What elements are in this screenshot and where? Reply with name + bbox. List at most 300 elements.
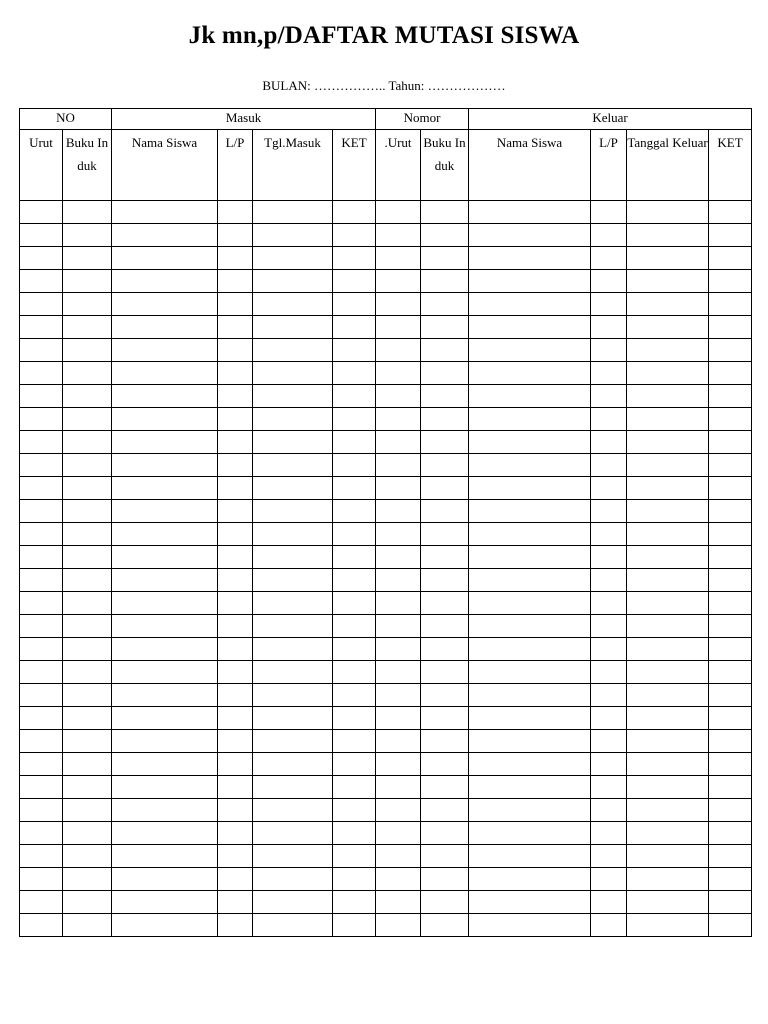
table-cell	[421, 615, 469, 638]
table-cell	[469, 247, 591, 270]
table-cell	[591, 385, 627, 408]
table-cell	[333, 546, 376, 569]
table-cell	[218, 201, 253, 224]
table-cell	[333, 247, 376, 270]
table-row	[20, 569, 752, 592]
table-cell	[469, 753, 591, 776]
table-cell	[376, 615, 421, 638]
table-cell	[63, 385, 112, 408]
group-header-no: NO	[20, 109, 112, 130]
table-row	[20, 408, 752, 431]
table-cell	[376, 730, 421, 753]
table-cell	[253, 707, 333, 730]
table-cell	[20, 799, 63, 822]
table-cell	[112, 362, 218, 385]
table-row	[20, 431, 752, 454]
table-cell	[376, 500, 421, 523]
table-cell	[591, 730, 627, 753]
table-cell	[218, 799, 253, 822]
table-cell	[627, 845, 709, 868]
table-row	[20, 914, 752, 937]
table-cell	[591, 270, 627, 293]
table-cell	[709, 408, 752, 431]
table-row	[20, 270, 752, 293]
table-cell	[333, 845, 376, 868]
table-cell	[253, 661, 333, 684]
table-cell	[218, 454, 253, 477]
table-cell	[20, 615, 63, 638]
table-row	[20, 339, 752, 362]
table-cell	[421, 592, 469, 615]
table-cell	[376, 661, 421, 684]
table-cell	[421, 316, 469, 339]
table-cell	[63, 454, 112, 477]
table-cell	[421, 546, 469, 569]
table-cell	[333, 822, 376, 845]
table-cell	[709, 454, 752, 477]
table-cell	[112, 914, 218, 937]
table-row	[20, 546, 752, 569]
table-cell	[469, 707, 591, 730]
table-cell	[469, 523, 591, 546]
table-cell	[112, 799, 218, 822]
table-cell	[591, 753, 627, 776]
col-header-ket-keluar: KET	[709, 130, 752, 201]
table-cell	[63, 339, 112, 362]
table-cell	[376, 707, 421, 730]
table-cell	[709, 431, 752, 454]
table-row	[20, 684, 752, 707]
table-cell	[627, 822, 709, 845]
table-cell	[469, 270, 591, 293]
table-cell	[469, 546, 591, 569]
table-cell	[421, 201, 469, 224]
table-cell	[218, 316, 253, 339]
table-cell	[376, 523, 421, 546]
table-cell	[376, 362, 421, 385]
table-cell	[591, 224, 627, 247]
table-cell	[333, 707, 376, 730]
table-cell	[63, 431, 112, 454]
table-cell	[333, 201, 376, 224]
table-cell	[376, 454, 421, 477]
table-cell	[591, 362, 627, 385]
table-row	[20, 385, 752, 408]
table-cell	[469, 661, 591, 684]
table-row	[20, 730, 752, 753]
table-cell	[112, 477, 218, 500]
table-cell	[376, 293, 421, 316]
table-cell	[709, 224, 752, 247]
table-row	[20, 799, 752, 822]
table-cell	[376, 431, 421, 454]
table-cell	[627, 385, 709, 408]
table-cell	[591, 546, 627, 569]
table-cell	[63, 316, 112, 339]
table-cell	[469, 316, 591, 339]
col-header-buku-induk: Buku Induk	[63, 130, 112, 201]
table-cell	[469, 638, 591, 661]
table-cell	[709, 891, 752, 914]
table-cell	[63, 224, 112, 247]
table-cell	[421, 638, 469, 661]
table-cell	[421, 569, 469, 592]
table-cell	[376, 224, 421, 247]
table-cell	[333, 477, 376, 500]
table-row	[20, 454, 752, 477]
table-cell	[627, 201, 709, 224]
table-cell	[421, 362, 469, 385]
table-cell	[376, 776, 421, 799]
col-header-urut-keluar: .Urut	[376, 130, 421, 201]
table-cell	[421, 707, 469, 730]
table-row	[20, 523, 752, 546]
table-cell	[218, 845, 253, 868]
table-cell	[253, 753, 333, 776]
table-cell	[20, 546, 63, 569]
table-cell	[421, 500, 469, 523]
table-cell	[112, 638, 218, 661]
table-cell	[253, 454, 333, 477]
table-cell	[333, 339, 376, 362]
table-cell	[218, 431, 253, 454]
table-cell	[421, 776, 469, 799]
table-cell	[253, 638, 333, 661]
table-cell	[253, 868, 333, 891]
table-cell	[376, 339, 421, 362]
table-cell	[253, 615, 333, 638]
table-cell	[591, 914, 627, 937]
table-cell	[421, 822, 469, 845]
table-cell	[63, 201, 112, 224]
table-row	[20, 615, 752, 638]
table-cell	[218, 592, 253, 615]
table-cell	[63, 362, 112, 385]
table-cell	[709, 201, 752, 224]
table-cell	[709, 569, 752, 592]
table-cell	[63, 799, 112, 822]
table-cell	[421, 293, 469, 316]
table-cell	[627, 224, 709, 247]
table-cell	[112, 546, 218, 569]
table-cell	[333, 270, 376, 293]
table-cell	[63, 500, 112, 523]
table-cell	[63, 868, 112, 891]
table-cell	[709, 523, 752, 546]
table-cell	[469, 500, 591, 523]
table-cell	[63, 546, 112, 569]
table-cell	[591, 408, 627, 431]
table-cell	[20, 454, 63, 477]
table-cell	[627, 569, 709, 592]
table-cell	[591, 316, 627, 339]
table-cell	[218, 546, 253, 569]
table-cell	[218, 615, 253, 638]
table-cell	[591, 339, 627, 362]
table-cell	[591, 247, 627, 270]
col-header-nama-siswa: Nama Siswa	[112, 130, 218, 201]
table-cell	[63, 592, 112, 615]
table-cell	[112, 822, 218, 845]
table-cell	[469, 385, 591, 408]
table-cell	[218, 523, 253, 546]
table-cell	[333, 914, 376, 937]
table-cell	[421, 868, 469, 891]
table-cell	[627, 730, 709, 753]
table-cell	[376, 247, 421, 270]
table-cell	[591, 684, 627, 707]
table-cell	[376, 270, 421, 293]
table-cell	[20, 707, 63, 730]
table-cell	[376, 891, 421, 914]
table-cell	[591, 523, 627, 546]
table-cell	[421, 523, 469, 546]
table-cell	[63, 914, 112, 937]
table-cell	[112, 201, 218, 224]
table-cell	[20, 569, 63, 592]
table-cell	[469, 868, 591, 891]
table-cell	[709, 615, 752, 638]
table-cell	[253, 362, 333, 385]
table-cell	[469, 201, 591, 224]
table-cell	[218, 914, 253, 937]
col-header-lp: L/P	[218, 130, 253, 201]
table-cell	[112, 707, 218, 730]
table-cell	[627, 316, 709, 339]
table-cell	[112, 224, 218, 247]
table-cell	[376, 201, 421, 224]
table-cell	[112, 753, 218, 776]
table-cell	[627, 615, 709, 638]
table-cell	[376, 477, 421, 500]
table-cell	[469, 592, 591, 615]
table-cell	[709, 730, 752, 753]
table-cell	[218, 477, 253, 500]
table-cell	[421, 339, 469, 362]
table-cell	[63, 891, 112, 914]
table-cell	[218, 822, 253, 845]
table-cell	[20, 408, 63, 431]
table-cell	[709, 500, 752, 523]
table-cell	[20, 362, 63, 385]
table-cell	[112, 661, 218, 684]
table-cell	[709, 661, 752, 684]
table-cell	[63, 730, 112, 753]
col-header-buku-induk-keluar: Buku Induk	[421, 130, 469, 201]
table-row	[20, 201, 752, 224]
table-cell	[709, 868, 752, 891]
group-header-row	[20, 109, 752, 130]
table-cell	[333, 868, 376, 891]
table-cell	[63, 753, 112, 776]
table-cell	[20, 431, 63, 454]
table-cell	[333, 891, 376, 914]
table-cell	[376, 638, 421, 661]
table-cell	[591, 776, 627, 799]
table-cell	[591, 454, 627, 477]
table-row	[20, 868, 752, 891]
table-cell	[376, 799, 421, 822]
table-cell	[627, 523, 709, 546]
table-cell	[20, 684, 63, 707]
table-cell	[469, 339, 591, 362]
table-cell	[591, 707, 627, 730]
table-cell	[376, 822, 421, 845]
col-header-lp-keluar: L/P	[591, 130, 627, 201]
table-cell	[421, 224, 469, 247]
table-cell	[253, 385, 333, 408]
table-cell	[627, 270, 709, 293]
table-cell	[218, 868, 253, 891]
table-cell	[63, 822, 112, 845]
table-cell	[333, 776, 376, 799]
table-cell	[63, 615, 112, 638]
table-row	[20, 661, 752, 684]
table-cell	[469, 684, 591, 707]
table-cell	[709, 707, 752, 730]
table-cell	[469, 891, 591, 914]
table-cell	[112, 776, 218, 799]
table-cell	[709, 638, 752, 661]
table-cell	[112, 615, 218, 638]
table-cell	[591, 891, 627, 914]
table-cell	[20, 730, 63, 753]
table-cell	[20, 201, 63, 224]
table-cell	[421, 914, 469, 937]
table-cell	[253, 270, 333, 293]
table-cell	[253, 845, 333, 868]
table-cell	[591, 615, 627, 638]
table-cell	[63, 293, 112, 316]
table-cell	[218, 776, 253, 799]
table-row	[20, 822, 752, 845]
group-header-nomor: Nomor	[376, 109, 469, 130]
table-cell	[376, 569, 421, 592]
table-cell	[218, 270, 253, 293]
table-cell	[709, 845, 752, 868]
table-cell	[376, 914, 421, 937]
table-cell	[333, 684, 376, 707]
mutation-table	[19, 108, 752, 937]
table-cell	[63, 408, 112, 431]
table-cell	[709, 385, 752, 408]
table-cell	[591, 661, 627, 684]
table-cell	[421, 845, 469, 868]
table-cell	[709, 270, 752, 293]
table-cell	[253, 546, 333, 569]
table-cell	[421, 753, 469, 776]
table-cell	[709, 293, 752, 316]
table-cell	[63, 477, 112, 500]
table-cell	[591, 293, 627, 316]
table-cell	[333, 431, 376, 454]
table-cell	[627, 362, 709, 385]
table-cell	[218, 293, 253, 316]
table-cell	[253, 500, 333, 523]
table-cell	[627, 408, 709, 431]
table-row	[20, 638, 752, 661]
table-cell	[20, 753, 63, 776]
table-cell	[709, 247, 752, 270]
table-cell	[376, 868, 421, 891]
table-cell	[591, 868, 627, 891]
table-cell	[469, 615, 591, 638]
table-cell	[376, 592, 421, 615]
table-cell	[253, 822, 333, 845]
table-cell	[709, 592, 752, 615]
table-cell	[218, 247, 253, 270]
table-cell	[112, 845, 218, 868]
table-row	[20, 247, 752, 270]
group-header-keluar: Keluar	[469, 109, 752, 130]
table-cell	[20, 339, 63, 362]
table-cell	[333, 500, 376, 523]
table-row	[20, 845, 752, 868]
table-cell	[591, 799, 627, 822]
table-cell	[333, 569, 376, 592]
table-cell	[421, 891, 469, 914]
table-cell	[63, 707, 112, 730]
table-cell	[63, 523, 112, 546]
table-cell	[112, 408, 218, 431]
table-cell	[253, 224, 333, 247]
table-cell	[20, 592, 63, 615]
table-cell	[469, 822, 591, 845]
table-cell	[421, 730, 469, 753]
table-cell	[469, 730, 591, 753]
table-cell	[709, 776, 752, 799]
table-row	[20, 707, 752, 730]
table-cell	[421, 270, 469, 293]
table-cell	[421, 454, 469, 477]
table-cell	[709, 339, 752, 362]
table-cell	[20, 868, 63, 891]
table-cell	[20, 247, 63, 270]
table-cell	[421, 431, 469, 454]
table-cell	[20, 822, 63, 845]
table-row	[20, 592, 752, 615]
table-cell	[627, 707, 709, 730]
table-row	[20, 500, 752, 523]
table-cell	[421, 477, 469, 500]
col-header-tanggal-keluar: Tanggal Keluar	[627, 130, 709, 201]
table-cell	[253, 431, 333, 454]
table-cell	[591, 569, 627, 592]
table-cell	[112, 592, 218, 615]
table-cell	[253, 799, 333, 822]
table-cell	[469, 845, 591, 868]
table-cell	[627, 776, 709, 799]
table-cell	[627, 500, 709, 523]
table-cell	[253, 569, 333, 592]
table-cell	[333, 316, 376, 339]
table-cell	[591, 845, 627, 868]
table-cell	[112, 270, 218, 293]
table-cell	[253, 408, 333, 431]
group-header-masuk: Masuk	[112, 109, 376, 130]
table-cell	[253, 201, 333, 224]
table-cell	[112, 293, 218, 316]
table-cell	[218, 500, 253, 523]
table-cell	[376, 385, 421, 408]
table-cell	[333, 615, 376, 638]
table-cell	[333, 454, 376, 477]
table-cell	[112, 684, 218, 707]
table-cell	[253, 477, 333, 500]
table-cell	[253, 293, 333, 316]
table-cell	[20, 293, 63, 316]
table-cell	[421, 408, 469, 431]
